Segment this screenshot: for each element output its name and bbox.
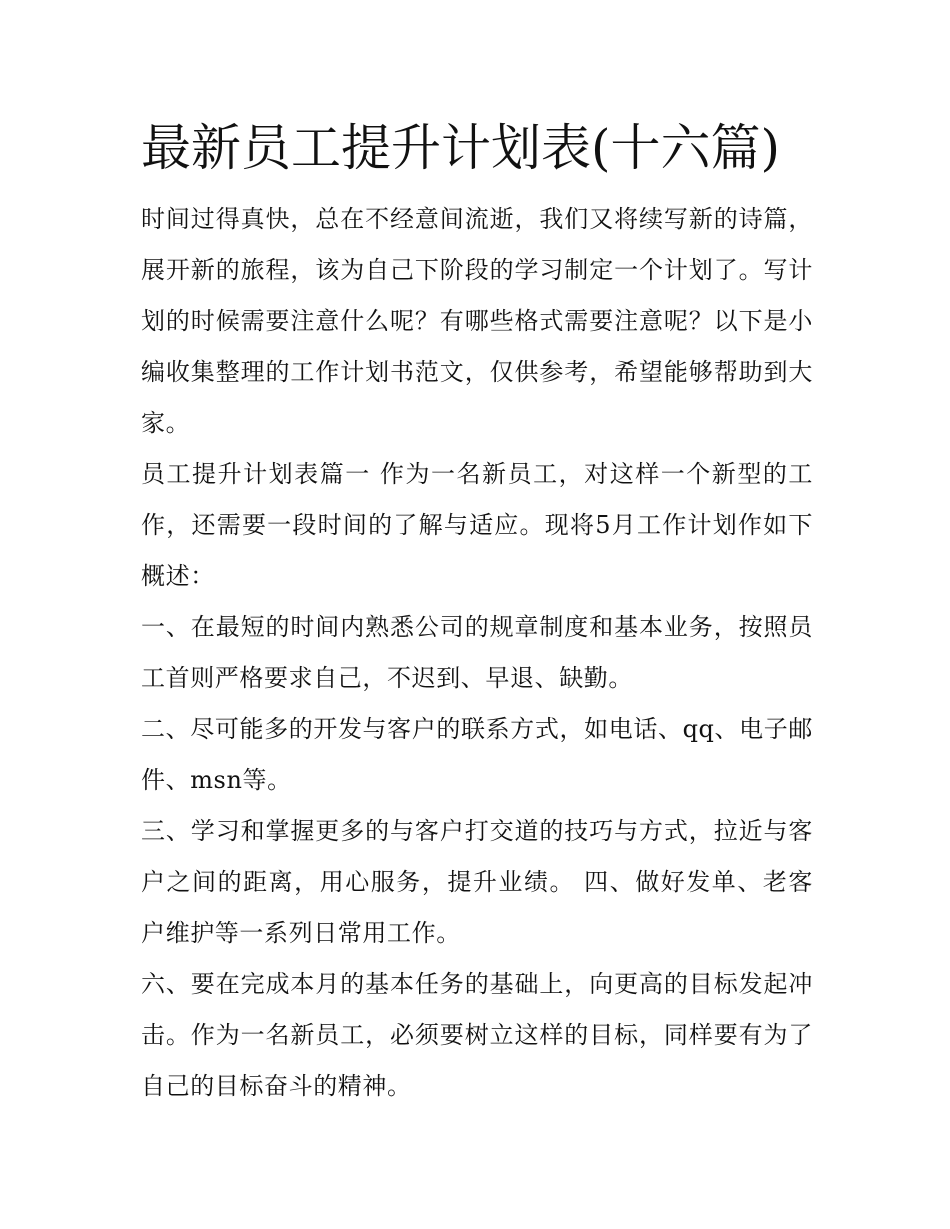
paragraph-item-two: 二、尽可能多的开发与客户的联系方式，如电话、qq、电子邮件、msn等。 <box>141 715 813 794</box>
paragraph-item-three: 三、学习和掌握更多的与客户打交道的技巧与方式，拉近与客户之间的距离，用心服务，提升业绩。 四、做好发单、老客户维护等一系列日常用工作。 <box>141 817 813 947</box>
paragraph-plan-overview: 员工提升计划表篇一 作为一名新员工，对这样一个新型的工作，还需要一段时间的了解与适应。现将5月工作计划作如下概述： <box>141 460 813 590</box>
paragraph-intro: 时间过得真快，总在不经意间流逝，我们又将续写新的诗篇，展开新的旅程，该为自己下阶段的学习制定一个计划了。写计划的时候需要注意什么呢？有哪些格式需要注意呢？以下是小编收集整理的工作计划书范文，仅供参考，希望能够帮助到大家。 <box>141 205 813 437</box>
document-body <box>141 194 813 1112</box>
paragraph-item-one: 一、在最短的时间内熟悉公司的规章制度和基本业务，按照员工首则严格要求自己，不迟到、早退、缺勤。 <box>141 613 813 692</box>
paragraph-item-six: 六、要在完成本月的基本任务的基础上，向更高的目标发起冲击。作为一名新员工，必须要树立这样的目标，同样要有为了自己的目标奋斗的精神。 <box>141 970 813 1100</box>
document-title: 最新员工提升计划表(十六篇) <box>141 119 781 177</box>
document-page <box>141 112 813 1112</box>
